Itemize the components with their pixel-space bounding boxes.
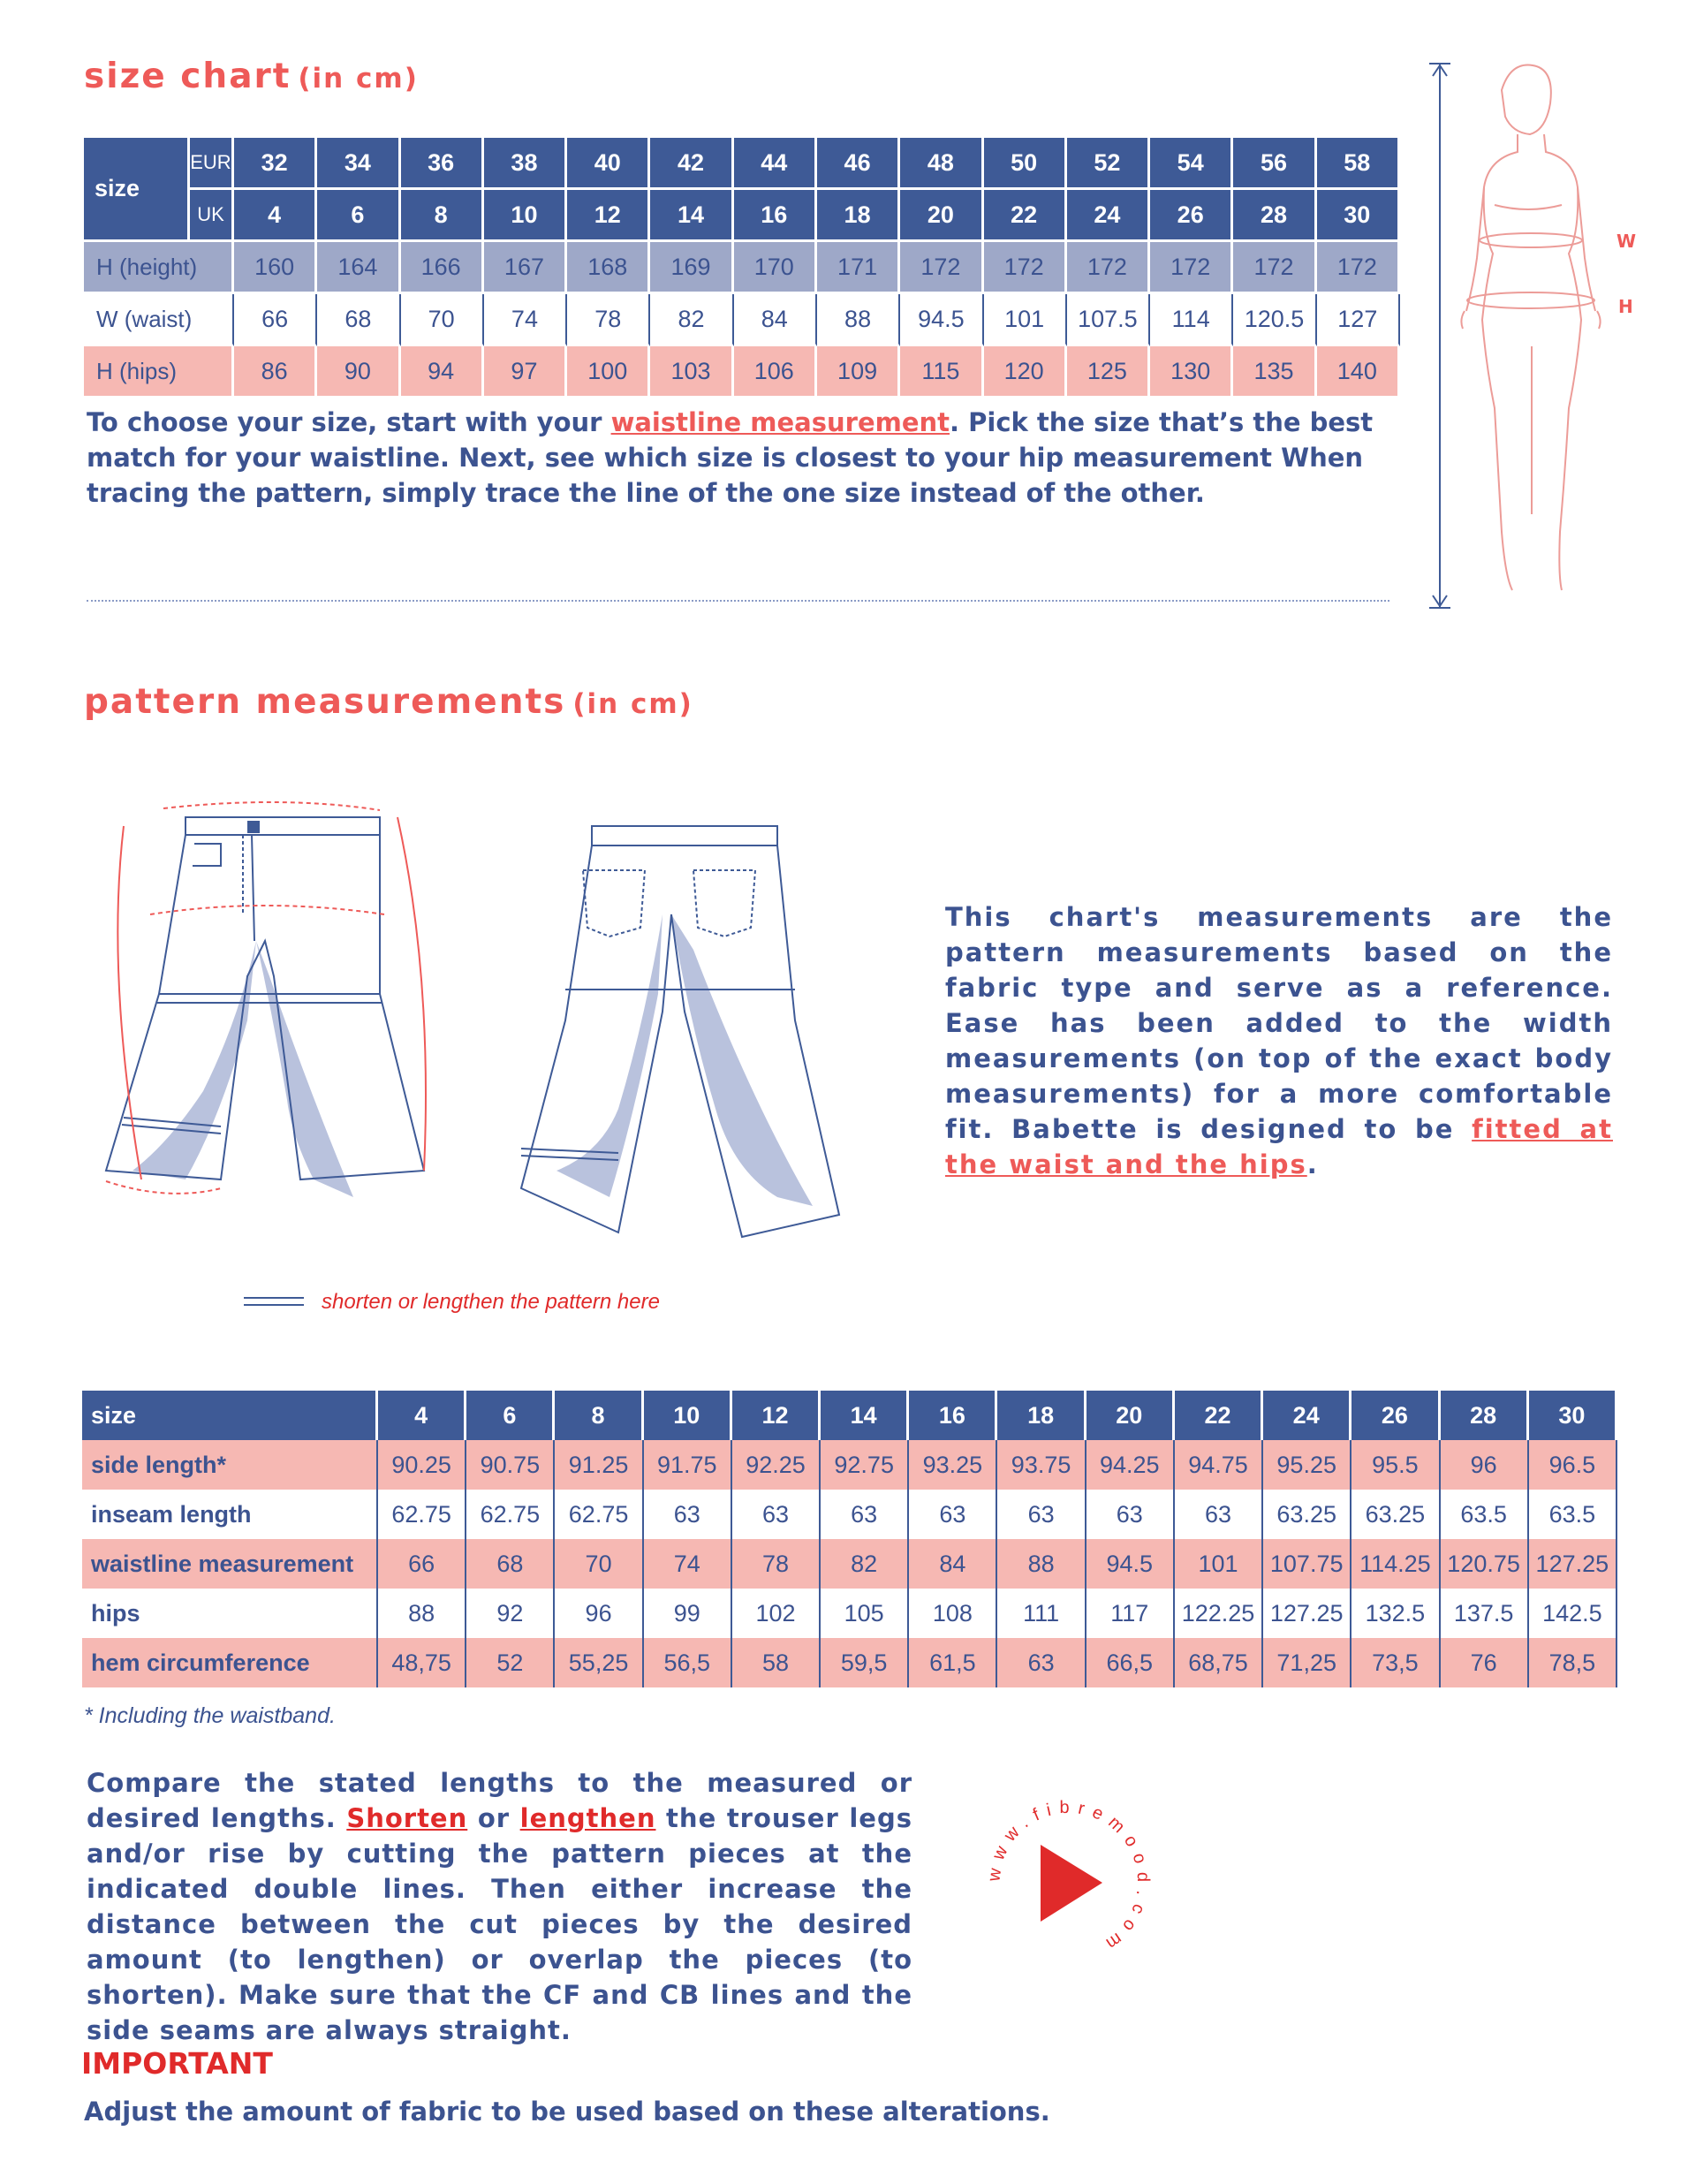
pattern-value-cell: 70 bbox=[555, 1539, 643, 1589]
row-label: waistline measurement bbox=[82, 1539, 378, 1589]
pattern-size-cell: 10 bbox=[644, 1391, 732, 1440]
pattern-value-cell: 71,25 bbox=[1263, 1638, 1352, 1687]
pattern-value-cell: 63 bbox=[644, 1490, 732, 1539]
eur-size-cell: 58 bbox=[1317, 138, 1400, 190]
measure-cell: 90 bbox=[317, 346, 400, 398]
height-row bbox=[84, 242, 1400, 294]
measure-cell: 106 bbox=[734, 346, 817, 398]
pattern-value-cell: 120.75 bbox=[1441, 1539, 1529, 1589]
pattern-value-cell: 117 bbox=[1086, 1589, 1175, 1638]
pattern-value-cell: 94.25 bbox=[1086, 1440, 1175, 1490]
pattern-value-cell: 142.5 bbox=[1529, 1589, 1617, 1638]
pattern-value-cell: 93.25 bbox=[909, 1440, 997, 1490]
eur-size-cell: 48 bbox=[900, 138, 983, 190]
measure-cell: 78 bbox=[567, 294, 650, 346]
size-chart-title-text: size chart bbox=[84, 57, 292, 96]
measure-cell: 114 bbox=[1150, 294, 1233, 346]
measure-cell: 115 bbox=[900, 346, 983, 398]
uk-size-cell: 30 bbox=[1317, 190, 1400, 242]
uk-size-cell: 22 bbox=[984, 190, 1067, 242]
pattern-value-cell: 66,5 bbox=[1086, 1638, 1175, 1687]
pattern-value-cell: 59,5 bbox=[821, 1638, 909, 1687]
waist-label: W (waist) bbox=[84, 294, 234, 346]
pattern-value-cell: 61,5 bbox=[909, 1638, 997, 1687]
uk-size-cell: 24 bbox=[1067, 190, 1150, 242]
pattern-value-cell: 78 bbox=[732, 1539, 821, 1589]
measure-cell: 171 bbox=[817, 242, 900, 294]
pattern-value-cell: 74 bbox=[644, 1539, 732, 1589]
pattern-text-before: This chart's measurements are the pattern measurements based on the fabric type and serve as a reference. Ease has been added to the width measurements (on top of the exact body measurements) for a more comfortable fit. Babette is designed to be bbox=[945, 902, 1613, 1144]
pattern-title bbox=[84, 682, 693, 722]
pattern-value-cell: 92 bbox=[466, 1589, 555, 1638]
pattern-value-cell: 63 bbox=[1175, 1490, 1263, 1539]
pattern-value-cell: 96.5 bbox=[1529, 1440, 1617, 1490]
pattern-value-cell: 94.5 bbox=[1086, 1539, 1175, 1589]
pattern-value-cell: 62.75 bbox=[378, 1490, 466, 1539]
hips-label: H (hips) bbox=[84, 346, 234, 398]
pattern-size-cell: 8 bbox=[555, 1391, 643, 1440]
compare-or: or bbox=[467, 1803, 520, 1833]
eur-label: EUR bbox=[190, 138, 234, 190]
measure-cell: 103 bbox=[650, 346, 733, 398]
pattern-size-cell: 22 bbox=[1175, 1391, 1263, 1440]
measure-cell: 140 bbox=[1317, 346, 1400, 398]
pattern-size-cell: 14 bbox=[821, 1391, 909, 1440]
row-label: inseam length bbox=[82, 1490, 378, 1539]
pattern-value-cell: 63 bbox=[732, 1490, 821, 1539]
measure-cell: 172 bbox=[1317, 242, 1400, 294]
measure-cell: 97 bbox=[484, 346, 567, 398]
eur-size-cell: 50 bbox=[984, 138, 1067, 190]
pattern-info-text bbox=[945, 899, 1613, 1182]
uk-size-cell: 16 bbox=[734, 190, 817, 242]
measure-cell: 125 bbox=[1067, 346, 1150, 398]
size-text-before: To choose your size, start with your bbox=[87, 407, 611, 437]
measure-cell: 94 bbox=[401, 346, 484, 398]
pattern-value-cell: 102 bbox=[732, 1589, 821, 1638]
measure-cell: 82 bbox=[650, 294, 733, 346]
measure-cell: 88 bbox=[817, 294, 900, 346]
measure-cell: 70 bbox=[401, 294, 484, 346]
pattern-value-cell: 63 bbox=[1086, 1490, 1175, 1539]
pattern-value-cell: 91.75 bbox=[644, 1440, 732, 1490]
measure-cell: 94.5 bbox=[900, 294, 983, 346]
pattern-value-cell: 68,75 bbox=[1175, 1638, 1263, 1687]
uk-size-cell: 14 bbox=[650, 190, 733, 242]
legend-text: shorten or lengthen the pattern here bbox=[322, 1290, 660, 1314]
pattern-title-text: pattern measurements bbox=[84, 682, 566, 722]
pattern-size-cell: 6 bbox=[466, 1391, 555, 1440]
pattern-size-cell: 16 bbox=[909, 1391, 997, 1440]
pattern-value-cell: 96 bbox=[1441, 1440, 1529, 1490]
pattern-value-cell: 73,5 bbox=[1352, 1638, 1440, 1687]
pattern-value-cell: 122.25 bbox=[1175, 1589, 1263, 1638]
size-chart-table bbox=[84, 138, 1400, 398]
pattern-value-cell: 127.25 bbox=[1263, 1589, 1352, 1638]
uk-size-cell: 6 bbox=[317, 190, 400, 242]
waist-row bbox=[84, 294, 1400, 346]
measure-cell: 127 bbox=[1317, 294, 1400, 346]
pattern-value-cell: 95.25 bbox=[1263, 1440, 1352, 1490]
pattern-value-cell: 63 bbox=[997, 1638, 1086, 1687]
uk-size-cell: 28 bbox=[1233, 190, 1316, 242]
pattern-value-cell: 76 bbox=[1441, 1638, 1529, 1687]
measure-cell: 172 bbox=[984, 242, 1067, 294]
section-divider bbox=[87, 600, 1389, 602]
waistline-row bbox=[82, 1539, 1617, 1589]
waist-marker-label: W bbox=[1616, 231, 1637, 252]
pattern-value-cell: 63.25 bbox=[1263, 1490, 1352, 1539]
pattern-value-cell: 88 bbox=[997, 1539, 1086, 1589]
side-length-row bbox=[82, 1440, 1617, 1490]
pattern-value-cell: 66 bbox=[378, 1539, 466, 1589]
pattern-value-cell: 63.5 bbox=[1441, 1490, 1529, 1539]
measure-cell: 68 bbox=[317, 294, 400, 346]
pattern-value-cell: 62.75 bbox=[466, 1490, 555, 1539]
pattern-value-cell: 84 bbox=[909, 1539, 997, 1589]
pattern-size-cell: 26 bbox=[1352, 1391, 1440, 1440]
uk-size-cell: 8 bbox=[401, 190, 484, 242]
pattern-value-cell: 94.75 bbox=[1175, 1440, 1263, 1490]
measure-cell: 66 bbox=[234, 294, 317, 346]
inseam-length-row bbox=[82, 1490, 1617, 1539]
pattern-size-cell: 12 bbox=[732, 1391, 821, 1440]
pattern-value-cell: 55,25 bbox=[555, 1638, 643, 1687]
pattern-value-cell: 63.5 bbox=[1529, 1490, 1617, 1539]
compare-rest: the trouser legs and/or rise by cutting the pattern pieces at the indicated double lines. Then either increase the distance between the cut pieces by the desired amount (to lengthen) or overlap the pieces (to shorten). Make sure that the CF and CB lines and the side seams are always straight. bbox=[87, 1803, 912, 2045]
pattern-size-cell: 20 bbox=[1086, 1391, 1175, 1440]
uk-size-cell: 18 bbox=[817, 190, 900, 242]
eur-size-cell: 38 bbox=[484, 138, 567, 190]
pattern-size-cell: 18 bbox=[997, 1391, 1086, 1440]
pattern-value-cell: 63 bbox=[997, 1490, 1086, 1539]
measure-cell: 168 bbox=[567, 242, 650, 294]
measure-cell: 120 bbox=[984, 346, 1067, 398]
important-text: Adjust the amount of fabric to be used based on these alterations. bbox=[84, 2097, 1050, 2127]
measure-cell: 172 bbox=[1233, 242, 1316, 294]
hem-row bbox=[82, 1638, 1617, 1687]
row-label: hem circumference bbox=[82, 1638, 378, 1687]
pattern-value-cell: 132.5 bbox=[1352, 1589, 1440, 1638]
measure-cell: 107.5 bbox=[1067, 294, 1150, 346]
eur-size-cell: 54 bbox=[1150, 138, 1233, 190]
size-chart-unit: (in cm) bbox=[298, 63, 419, 95]
measure-cell: 166 bbox=[401, 242, 484, 294]
pattern-value-cell: 90.75 bbox=[466, 1440, 555, 1490]
hip-marker-label: H bbox=[1618, 296, 1633, 317]
pattern-value-cell: 99 bbox=[644, 1589, 732, 1638]
eur-size-cell: 44 bbox=[734, 138, 817, 190]
pattern-value-cell: 92.75 bbox=[821, 1440, 909, 1490]
pattern-size-cell: 4 bbox=[378, 1391, 466, 1440]
eur-size-cell: 52 bbox=[1067, 138, 1150, 190]
pattern-value-cell: 63 bbox=[909, 1490, 997, 1539]
uk-size-cell: 26 bbox=[1150, 190, 1233, 242]
footnote: * Including the waistband. bbox=[84, 1703, 336, 1728]
measure-cell: 172 bbox=[900, 242, 983, 294]
eur-row bbox=[84, 138, 1400, 190]
pattern-value-cell: 92.25 bbox=[732, 1440, 821, 1490]
play-icon[interactable] bbox=[1041, 1845, 1102, 1922]
pattern-value-cell: 105 bbox=[821, 1589, 909, 1638]
uk-label: UK bbox=[190, 190, 234, 242]
pattern-value-cell: 127.25 bbox=[1529, 1539, 1617, 1589]
body-measure-figure bbox=[1413, 55, 1696, 620]
pattern-value-cell: 82 bbox=[821, 1539, 909, 1589]
row-label: hips bbox=[82, 1589, 378, 1638]
compare-line1: Compare the stated lengths to the measured or desired lengths. bbox=[87, 1768, 912, 1833]
fitted-link[interactable]: fitted at the waist and the hips bbox=[945, 1114, 1613, 1179]
pattern-value-cell: 108 bbox=[909, 1589, 997, 1638]
pattern-value-cell: 95.5 bbox=[1352, 1440, 1440, 1490]
pattern-value-cell: 114.25 bbox=[1352, 1539, 1440, 1589]
uk-size-cell: 12 bbox=[567, 190, 650, 242]
pattern-value-cell: 56,5 bbox=[644, 1638, 732, 1687]
waistline-link[interactable]: waistline measurement bbox=[610, 407, 950, 437]
measure-cell: 170 bbox=[734, 242, 817, 294]
measure-cell: 109 bbox=[817, 346, 900, 398]
measure-cell: 100 bbox=[567, 346, 650, 398]
measure-cell: 160 bbox=[234, 242, 317, 294]
hips-row bbox=[82, 1589, 1617, 1638]
pattern-value-cell: 101 bbox=[1175, 1539, 1263, 1589]
logo-circle-text: www.fibremood.com bbox=[984, 1797, 1154, 1958]
pattern-size-row bbox=[82, 1391, 1617, 1440]
hips-row bbox=[84, 346, 1400, 398]
compare-text bbox=[87, 1765, 912, 2048]
pattern-value-cell: 111 bbox=[997, 1589, 1086, 1638]
pattern-value-cell: 93.75 bbox=[997, 1440, 1086, 1490]
eur-size-cell: 42 bbox=[650, 138, 733, 190]
eur-size-cell: 32 bbox=[234, 138, 317, 190]
eur-size-cell: 36 bbox=[401, 138, 484, 190]
important-title: IMPORTANT bbox=[81, 2046, 273, 2081]
measure-cell: 86 bbox=[234, 346, 317, 398]
pattern-value-cell: 90.25 bbox=[378, 1440, 466, 1490]
pattern-value-cell: 78,5 bbox=[1529, 1638, 1617, 1687]
pattern-value-cell: 63.25 bbox=[1352, 1490, 1440, 1539]
row-label: side length* bbox=[82, 1440, 378, 1490]
size-chart-title bbox=[84, 57, 419, 96]
measure-cell: 130 bbox=[1150, 346, 1233, 398]
uk-size-cell: 4 bbox=[234, 190, 317, 242]
pattern-value-cell: 63 bbox=[821, 1490, 909, 1539]
measure-cell: 84 bbox=[734, 294, 817, 346]
shorten-link[interactable]: Shorten bbox=[346, 1803, 468, 1833]
size-header: size bbox=[84, 138, 190, 242]
measure-cell: 172 bbox=[1067, 242, 1150, 294]
uk-row bbox=[84, 190, 1400, 242]
trouser-front-illustration bbox=[88, 800, 442, 1241]
measure-cell: 164 bbox=[317, 242, 400, 294]
height-label: H (height) bbox=[84, 242, 234, 294]
pattern-size-cell: 28 bbox=[1441, 1391, 1529, 1440]
eur-size-cell: 34 bbox=[317, 138, 400, 190]
eur-size-cell: 40 bbox=[567, 138, 650, 190]
pattern-value-cell: 107.75 bbox=[1263, 1539, 1352, 1589]
pattern-size-cell: 24 bbox=[1263, 1391, 1352, 1440]
measure-cell: 169 bbox=[650, 242, 733, 294]
eur-size-cell: 56 bbox=[1233, 138, 1316, 190]
pattern-table bbox=[82, 1391, 1617, 1687]
lengthen-link[interactable]: lengthen bbox=[519, 1803, 656, 1833]
measure-cell: 74 bbox=[484, 294, 567, 346]
measure-cell: 135 bbox=[1233, 346, 1316, 398]
trouser-back-illustration bbox=[512, 817, 848, 1250]
pattern-value-cell: 91.25 bbox=[555, 1440, 643, 1490]
measure-cell: 167 bbox=[484, 242, 567, 294]
pattern-value-cell: 62.75 bbox=[555, 1490, 643, 1539]
eur-size-cell: 46 bbox=[817, 138, 900, 190]
pattern-unit: (in cm) bbox=[572, 688, 693, 720]
pattern-size-header: size bbox=[82, 1391, 378, 1440]
fibremood-play-logo[interactable] bbox=[980, 1793, 1157, 1970]
pattern-size-cell: 30 bbox=[1529, 1391, 1617, 1440]
pattern-value-cell: 88 bbox=[378, 1589, 466, 1638]
pattern-value-cell: 96 bbox=[555, 1589, 643, 1638]
uk-size-cell: 10 bbox=[484, 190, 567, 242]
measure-cell: 101 bbox=[984, 294, 1067, 346]
double-line-legend-icon bbox=[244, 1297, 304, 1306]
measure-cell: 172 bbox=[1150, 242, 1233, 294]
size-text-after: . Pick the size that’s the best match for your waistline. Next, see which size is closest to your hip measurement When tracing the pattern, simply trace the line of the one size instead of the other. bbox=[87, 407, 1374, 508]
pattern-value-cell: 58 bbox=[732, 1638, 821, 1687]
uk-size-cell: 20 bbox=[900, 190, 983, 242]
pattern-value-cell: 137.5 bbox=[1441, 1589, 1529, 1638]
pattern-value-cell: 48,75 bbox=[378, 1638, 466, 1687]
pattern-value-cell: 68 bbox=[466, 1539, 555, 1589]
pattern-text-after: . bbox=[1306, 1149, 1319, 1179]
pattern-value-cell: 52 bbox=[466, 1638, 555, 1687]
measure-cell: 120.5 bbox=[1233, 294, 1316, 346]
size-instructions bbox=[87, 405, 1412, 511]
